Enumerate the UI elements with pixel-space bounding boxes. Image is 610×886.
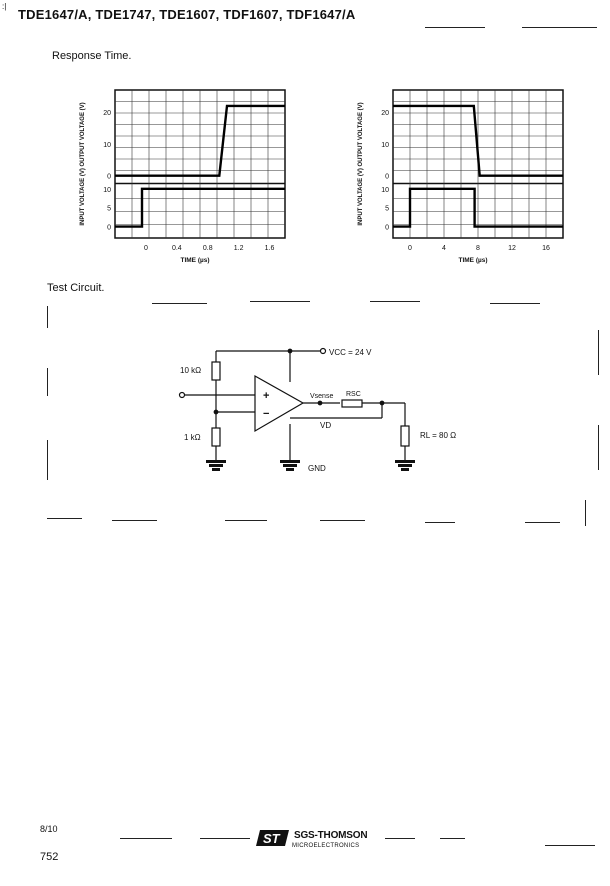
y-tick-label-input: 10 bbox=[103, 186, 111, 194]
y-tick-label-output: 0 bbox=[107, 173, 111, 181]
y-axis-label: INPUT VOLTAGE (V) OUTPUT VOLTAGE (V) bbox=[80, 102, 86, 226]
header-rule bbox=[522, 27, 597, 28]
resistor-rsc bbox=[342, 400, 362, 407]
footer-page-number: 752 bbox=[40, 851, 59, 863]
y-axis-label: INPUT VOLTAGE (V) OUTPUT VOLTAGE (V) bbox=[358, 102, 364, 226]
footer-page-fraction: 8/10 bbox=[40, 824, 58, 834]
rsc-label: RSC bbox=[346, 391, 361, 398]
y-tick-label-output: 10 bbox=[381, 141, 389, 149]
x-tick-label: 0.8 bbox=[202, 245, 213, 252]
rl-label: RL = 80 Ω bbox=[420, 431, 457, 440]
y-tick-label-input: 10 bbox=[381, 186, 389, 194]
page-header-title: TDE1647/A, TDE1747, TDE1607, TDF1607, TDF1647/A bbox=[18, 7, 356, 22]
r2-label: 1 kΩ bbox=[184, 433, 201, 442]
ground-symbol bbox=[395, 460, 415, 463]
frame-rule bbox=[47, 368, 48, 396]
test-circuit-schematic bbox=[170, 340, 470, 480]
frame-rule bbox=[525, 522, 560, 523]
footer-rule bbox=[200, 838, 250, 839]
frame-rule bbox=[370, 301, 420, 302]
y-tick-label-output: 0 bbox=[385, 173, 389, 181]
frame-rule bbox=[47, 306, 48, 328]
svg-text:ST: ST bbox=[263, 831, 280, 846]
vcc-terminal bbox=[321, 349, 326, 354]
logo-subtitle: MICROELECTRONICS bbox=[292, 843, 360, 849]
opamp-plus-sign: + bbox=[263, 390, 270, 402]
footer-rule bbox=[440, 838, 465, 839]
logo-name: SGS-THOMSON bbox=[294, 830, 368, 841]
section-heading-test-circuit: Test Circuit. bbox=[47, 282, 105, 294]
input-terminal bbox=[180, 393, 185, 398]
x-tick-label: 8 bbox=[476, 245, 480, 252]
vd-label: VD bbox=[320, 421, 332, 430]
ground-symbol bbox=[280, 460, 300, 463]
frame-rule bbox=[47, 440, 48, 480]
response-time-chart-1 bbox=[70, 70, 300, 275]
vcc-label: VCC = 24 V bbox=[329, 348, 372, 357]
corner-mark: :| bbox=[2, 2, 7, 11]
x-tick-label: 0 bbox=[143, 245, 148, 252]
x-tick-label: 1.2 bbox=[233, 245, 244, 252]
y-tick-label-input: 5 bbox=[385, 205, 389, 213]
x-tick-label: 0 bbox=[408, 245, 412, 252]
frame-rule bbox=[598, 425, 599, 470]
gnd-label: GND bbox=[308, 464, 326, 473]
frame-rule bbox=[598, 330, 599, 375]
y-tick-label-output: 20 bbox=[103, 110, 111, 118]
frame-rule bbox=[225, 520, 267, 521]
x-tick-label: 0.4 bbox=[171, 245, 182, 252]
frame-rule bbox=[250, 301, 310, 302]
response-time-chart-2 bbox=[348, 70, 578, 275]
x-tick-label: 16 bbox=[542, 245, 550, 252]
x-axis-label: TIME (µs) bbox=[180, 257, 210, 264]
r1-label: 10 kΩ bbox=[180, 366, 202, 375]
section-heading-response-time: Response Time. bbox=[52, 50, 132, 62]
y-tick-label-input: 0 bbox=[385, 224, 389, 232]
ground-symbol bbox=[206, 460, 226, 463]
resistor-10k bbox=[212, 362, 220, 380]
vsense-label: Vsense bbox=[310, 393, 334, 400]
frame-rule bbox=[585, 500, 586, 526]
resistor-rl bbox=[401, 426, 409, 446]
opamp-minus-sign: − bbox=[263, 408, 270, 420]
y-tick-label-output: 20 bbox=[381, 110, 389, 118]
footer-rule bbox=[385, 838, 415, 839]
frame-rule bbox=[425, 522, 455, 523]
footer-rule bbox=[545, 845, 595, 846]
st-logo-icon bbox=[256, 828, 290, 848]
x-tick-label: 4 bbox=[442, 245, 446, 252]
frame-rule bbox=[490, 303, 540, 304]
resistor-1k bbox=[212, 428, 220, 446]
y-tick-label-input: 0 bbox=[107, 224, 111, 232]
x-tick-label: 1.6 bbox=[264, 245, 275, 252]
frame-rule bbox=[320, 520, 365, 521]
frame-rule bbox=[112, 520, 157, 521]
opamp-symbol bbox=[255, 376, 303, 431]
header-rule bbox=[425, 27, 485, 28]
x-axis-label: TIME (µs) bbox=[458, 257, 488, 264]
frame-rule bbox=[152, 303, 207, 304]
y-tick-label-input: 5 bbox=[107, 205, 111, 213]
x-tick-label: 12 bbox=[508, 245, 516, 252]
footer-rule bbox=[120, 838, 172, 839]
y-tick-label-output: 10 bbox=[103, 141, 111, 149]
frame-rule bbox=[47, 518, 82, 519]
